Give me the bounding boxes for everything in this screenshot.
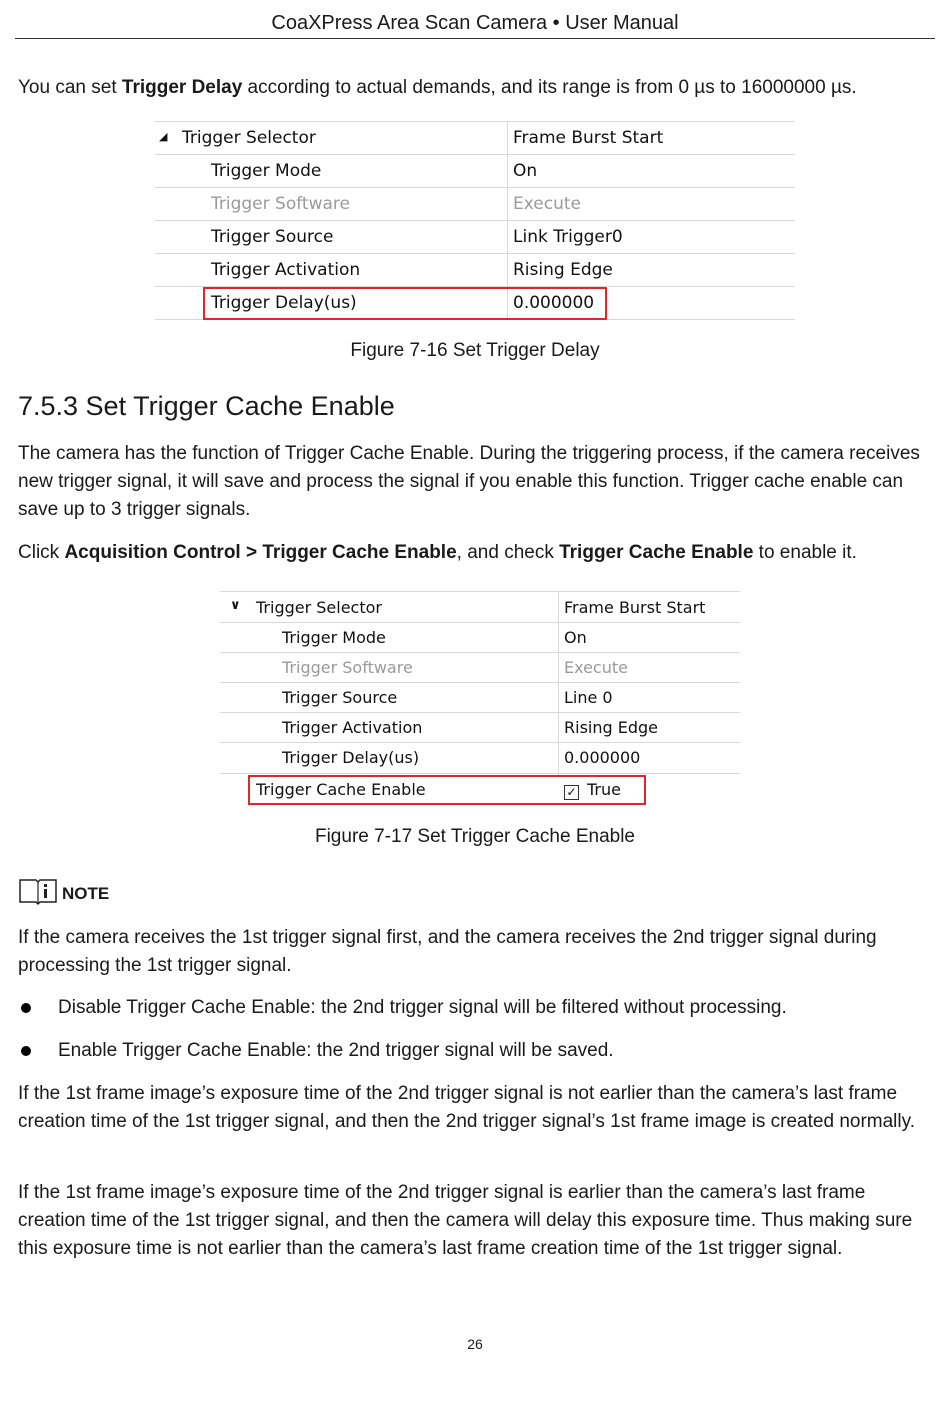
intro-paragraph <box>18 74 930 102</box>
property-value[interactable]: On <box>564 628 587 647</box>
page-number: 26 <box>467 1336 483 1352</box>
chevron-down-icon[interactable]: ∨ <box>230 598 241 613</box>
property-value[interactable]: Line 0 <box>564 688 613 707</box>
bullet-dot-icon <box>21 1046 31 1056</box>
highlight-box <box>248 775 646 805</box>
property-value[interactable]: Execute <box>513 194 581 214</box>
property-value[interactable]: 0.000000 <box>564 748 641 767</box>
intro-bold-trigger-delay: Trigger Delay <box>121 77 243 98</box>
note-block-header <box>18 876 110 908</box>
figure-17-property-grid <box>220 591 740 807</box>
property-name: Trigger Software <box>211 194 350 214</box>
property-name: Trigger Selector <box>182 128 316 148</box>
figure-16-caption: Figure 7-16 Set Trigger Delay <box>350 340 600 361</box>
property-name: Trigger Delay(us) <box>282 748 420 767</box>
bullet-dot-icon <box>21 1003 31 1013</box>
intro-text-2: according to actual demands, and its range is from 0 µs to 16000000 µs. <box>242 77 857 98</box>
list-item-text: Enable Trigger Cache Enable: the 2nd trigger signal will be saved. <box>58 1040 614 1061</box>
property-value[interactable]: 0.000000 <box>513 293 595 313</box>
checkbox-label: True <box>587 780 621 799</box>
grid-row-trigger-selector[interactable] <box>155 122 795 155</box>
property-value[interactable]: Frame Burst Start <box>513 128 664 148</box>
grid-row-trigger-activation[interactable] <box>155 254 795 287</box>
paragraph-4: If the 1st frame image’s exposure time of the 2nd trigger signal is earlier than the camera’s last frame creation time of the 1st trigger signal, and then the camera will delay this exposure time. Thus making sure this exposure time is not earlier than the camera’s last frame creation time of the 1st trigger signal. <box>18 1182 913 1259</box>
para2-bold-option: Trigger Cache Enable <box>559 542 754 563</box>
collapse-triangle-icon[interactable]: ◢ <box>159 130 168 143</box>
intro-text-1: You can set <box>18 77 122 98</box>
property-value[interactable]: Frame Burst Start <box>564 598 706 617</box>
property-value[interactable]: Rising Edge <box>564 718 658 737</box>
property-value[interactable]: On <box>513 161 538 181</box>
grid-row-trigger-mode[interactable] <box>220 623 740 653</box>
paragraph-3: If the 1st frame image’s exposure time of the 2nd trigger signal is not earlier than the camera’s last frame creation time of the 1st trigger signal, and then the 2nd trigger signal’s 1st frame image is created normally. <box>18 1083 915 1132</box>
list-item-text: Disable Trigger Cache Enable: the 2nd trigger signal will be filtered without processing. <box>58 997 787 1018</box>
note-book-icon <box>18 876 58 906</box>
checkbox-checked-icon[interactable]: ✓ <box>564 785 579 800</box>
paragraph-1: The camera has the function of Trigger Cache Enable. During the triggering process, if the camera receives new trigger signal, it will save and process the signal if you enable this function. Trigger cache enable can save up to 3 trigger signals. <box>18 443 920 520</box>
property-value[interactable]: Rising Edge <box>513 260 613 280</box>
figure-17-caption: Figure 7-17 Set Trigger Cache Enable <box>314 826 635 847</box>
page-header: CoaXPress Area Scan Camera • User Manual <box>15 8 935 39</box>
highlight-box <box>203 287 607 320</box>
note-label: NOTE <box>62 884 110 903</box>
property-name: Trigger Source <box>211 227 334 247</box>
property-name: Trigger Software <box>282 658 413 677</box>
grid-row-trigger-mode[interactable] <box>155 155 795 188</box>
para2-text-2: , and check <box>456 542 560 563</box>
para2-bold-menu-path: Acquisition Control > Trigger Cache Enable <box>64 542 457 563</box>
property-name: Trigger Cache Enable <box>256 780 426 799</box>
figure-16-property-grid <box>155 121 795 320</box>
property-value[interactable]: Link Trigger0 <box>513 227 623 247</box>
property-name: Trigger Selector <box>256 598 382 617</box>
para2-text-3: to enable it. <box>753 542 857 563</box>
property-name: Trigger Mode <box>211 161 322 181</box>
grid-row-trigger-delay[interactable] <box>220 743 740 774</box>
property-name: Trigger Mode <box>282 628 386 647</box>
section-heading: 7.5.3 Set Trigger Cache Enable <box>18 391 395 421</box>
grid-row-trigger-source[interactable] <box>220 683 740 713</box>
note-paragraph: If the camera receives the 1st trigger signal first, and the camera receives the 2nd trigger signal during processing the 1st trigger signal. <box>18 927 877 976</box>
grid-row-trigger-activation[interactable] <box>220 713 740 743</box>
grid-row-trigger-selector[interactable] <box>220 592 740 623</box>
paragraph-2 <box>18 539 930 567</box>
property-name: Trigger Delay(us) <box>211 293 357 313</box>
grid-row-trigger-software[interactable] <box>220 653 740 683</box>
property-name: Trigger Activation <box>211 260 361 280</box>
property-name: Trigger Source <box>282 688 398 707</box>
para2-text-1: Click <box>18 542 65 563</box>
grid-row-trigger-source[interactable] <box>155 221 795 254</box>
property-value[interactable]: Execute <box>564 658 628 677</box>
grid-row-trigger-software[interactable] <box>155 188 795 221</box>
property-name: Trigger Activation <box>282 718 423 737</box>
